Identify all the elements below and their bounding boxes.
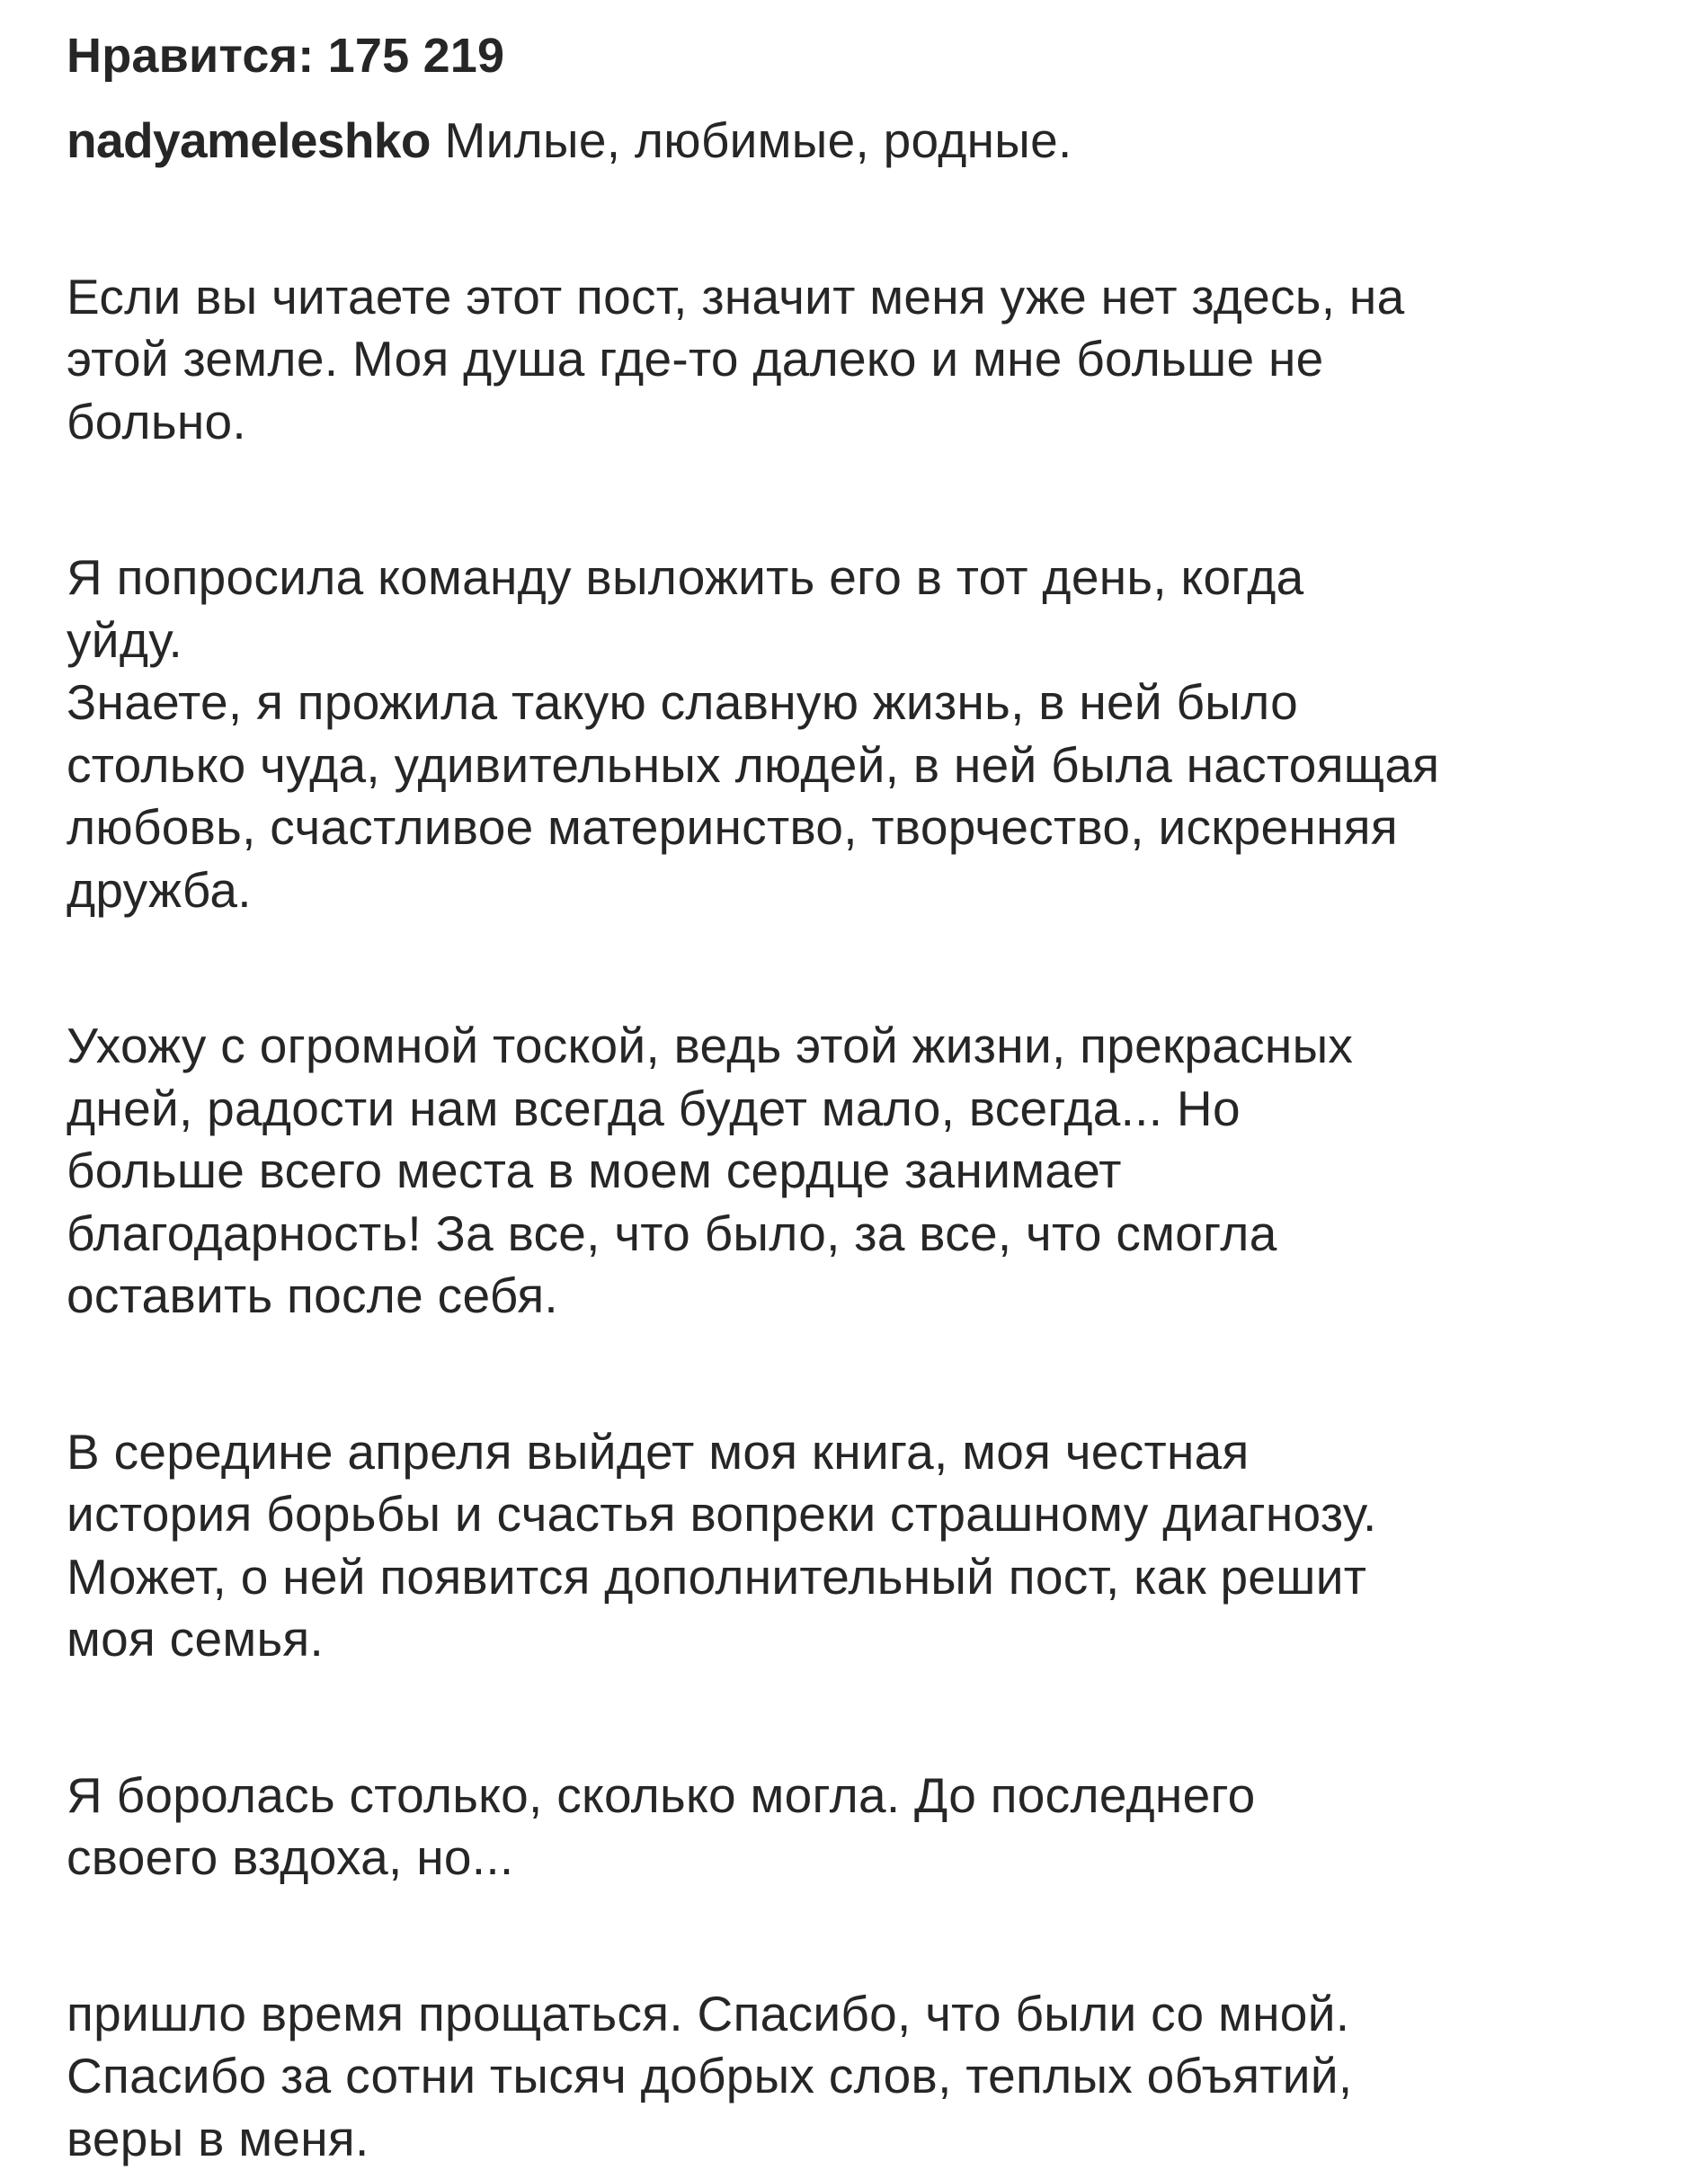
caption-line: больно.: [67, 391, 1676, 454]
caption-line: Ухожу с огромной тоской, ведь этой жизни, прекрасных: [67, 1015, 1676, 1078]
caption-line: Может, о ней появится дополнительный пост, как решит: [67, 1546, 1676, 1609]
caption-paragraph: [67, 1765, 1676, 1890]
caption-line: уйду.: [67, 609, 1676, 672]
caption-line: веры в меня.: [67, 2108, 1676, 2170]
caption-paragraph: [67, 1015, 1676, 1328]
caption-line: этой земле. Моя душа где-то далеко и мне больше не: [67, 328, 1676, 391]
caption-line: пришло время прощаться. Спасибо, что были со мной.: [67, 1983, 1676, 2046]
caption-line: столько чуда, удивительных людей, в ней была настоящая: [67, 734, 1676, 797]
caption-paragraph: [67, 671, 1676, 921]
caption-line: история борьбы и счастья вопреки страшному диагнозу.: [67, 1483, 1676, 1546]
post-caption: [67, 110, 1676, 2170]
paragraph-spacer: [67, 173, 1676, 266]
likes-count[interactable]: Нравится: 175 219: [67, 20, 504, 92]
caption-line: любовь, счастливое материнство, творчество, искренняя: [67, 796, 1676, 859]
caption-paragraph: [67, 266, 1676, 454]
caption-line: дней, радости нам всегда будет мало, всегда... Но: [67, 1078, 1676, 1141]
caption-first-line: [67, 110, 1676, 173]
caption-paragraph: [67, 547, 1676, 671]
caption-line: больше всего места в моем сердце занимает: [67, 1140, 1676, 1203]
paragraph-spacer: [67, 1328, 1676, 1421]
caption-line: В середине апреля выйдет моя книга, моя честная: [67, 1421, 1676, 1484]
caption-line: Я боролась столько, сколько могла. До последнего: [67, 1765, 1676, 1828]
caption-line: благодарность! За все, что было, за все, что смогла: [67, 1203, 1676, 1266]
caption-greeting: Милые, любимые, родные.: [444, 112, 1072, 168]
caption-line: Знаете, я прожила такую славную жизнь, в ней было: [67, 671, 1676, 734]
caption-paragraph: [67, 1421, 1676, 1671]
paragraph-spacer: [67, 1671, 1676, 1765]
paragraph-spacer: [67, 921, 1676, 1015]
caption-line: своего вздоха, но...: [67, 1827, 1676, 1890]
username-link[interactable]: nadyameleshko: [67, 112, 431, 168]
paragraph-spacer: [67, 453, 1676, 547]
caption-line: моя семья.: [67, 1608, 1676, 1671]
caption-line: Спасибо за сотни тысяч добрых слов, теплых объятий,: [67, 2045, 1676, 2108]
caption-line: дружба.: [67, 859, 1676, 922]
caption-line: Если вы читаете этот пост, значит меня уже нет здесь, на: [67, 266, 1676, 329]
caption-line: Я попросила команду выложить его в тот день, когда: [67, 547, 1676, 609]
caption-paragraph: [67, 1983, 1676, 2170]
caption-line: оставить после себя.: [67, 1265, 1676, 1328]
paragraph-spacer: [67, 1890, 1676, 1983]
